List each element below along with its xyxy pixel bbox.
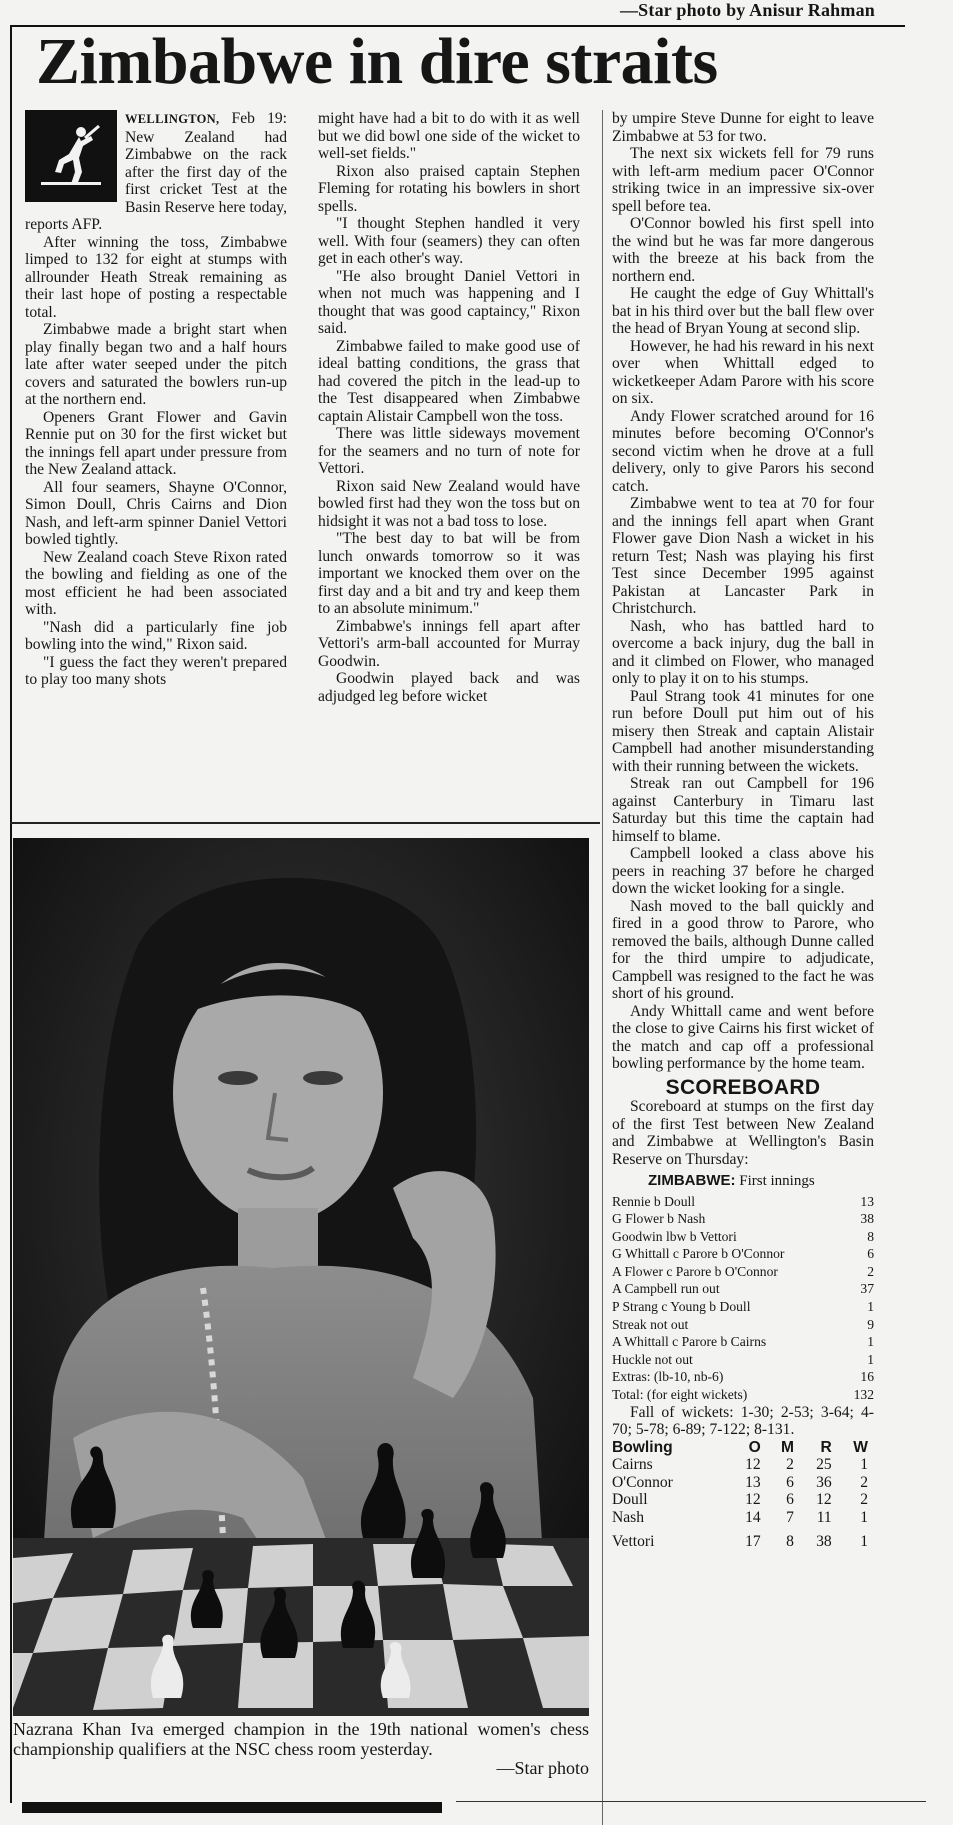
- maidens-header: M: [780, 1438, 794, 1456]
- batting-row: [612, 1316, 874, 1334]
- overs-cell: 14: [745, 1508, 761, 1526]
- bowler-name: Nash: [612, 1508, 645, 1526]
- paragraph: There was little sideways movement for the seamers and no turn of note for Vettori.: [318, 425, 580, 477]
- paragraph: After winning the toss, Zimbabwe limped to 132 for eight at stumps with allrounder Heath Streak remaining as their last hope of posting a respectable total.: [25, 233, 287, 321]
- overs-cell: 12: [745, 1456, 761, 1474]
- bowling-row: [612, 1509, 874, 1527]
- batsman-runs: 1: [867, 1334, 874, 1350]
- paragraph: "The best day to bat will be from lunch onwards tomorrow so it was important we knocked them over on the first day and a bit and try and keep them to an absolute minimum.": [318, 530, 580, 617]
- batting-row: [612, 1245, 874, 1263]
- bowling-row: [612, 1491, 874, 1509]
- runs-header: R: [820, 1438, 832, 1456]
- team-name: ZIMBABWE:: [648, 1172, 736, 1189]
- batsman-entry: G Whittall c Parore b O'Connor: [612, 1246, 785, 1262]
- batsman-entry: Total: (for eight wickets): [612, 1387, 748, 1403]
- batsman-entry: A Whittall c Parore b Cairns: [612, 1334, 767, 1350]
- batsman-runs: 2: [867, 1263, 874, 1279]
- bowler-name: Vettori: [612, 1533, 655, 1551]
- paragraph: "He also brought Daniel Vettori in when not much was happening and I thought that was good captaincy," Rixon said.: [318, 267, 580, 337]
- paragraph: Goodwin played back and was adjudged leg before wicket: [318, 670, 580, 705]
- paragraph: O'Connor bowled his first spell into the wind but he was far more dangerous with the breeze at his back from the northern end.: [612, 215, 874, 285]
- batsman-entry: Rennie b Doull: [612, 1193, 696, 1209]
- batsman-runs: 9: [867, 1316, 874, 1332]
- photo-credit-top: —Star photo by Anisur Rahman: [619, 0, 875, 20]
- batsman-runs: 38: [860, 1211, 874, 1227]
- paragraph: by umpire Steve Dunne for eight to leave Zimbabwe at 53 for two.: [612, 110, 874, 145]
- bowling-row: [612, 1526, 874, 1551]
- overs-cell: 17: [745, 1533, 761, 1551]
- batsman-entry: A Flower c Parore b O'Connor: [612, 1263, 778, 1279]
- maidens-cell: 6: [786, 1491, 794, 1509]
- paragraph: Zimbabwe made a bright start when play finally began two and a half hours late after water seeped under the pitch covers and saturated the bowlers run-up at the northern end.: [25, 321, 287, 408]
- left-border-rule: [10, 25, 12, 1803]
- paragraph: Zimbabwe went to tea at 70 for four and the innings fell apart when Grant Flower gave Dion Nash a wicket in his return Test; Nash was playing his first Test since December 1995 against Pakistan at Lancaster Park in Christchurch.: [612, 495, 874, 617]
- paragraph: Campbell looked a class above his peers in reaching 37 before he charged down the wicket looking for a single.: [612, 845, 874, 897]
- fall-of-wickets: Fall of wickets: 1-30; 2-53; 3-64; 4-70; 5-78; 6-89; 7-122; 8-131.: [612, 1403, 874, 1439]
- innings-label: First innings: [739, 1173, 815, 1189]
- bowling-table: [612, 1439, 874, 1551]
- bowling-row: [612, 1474, 874, 1492]
- bowler-name: O'Connor: [612, 1473, 673, 1491]
- section-rule: [10, 822, 600, 824]
- paragraph: Rixon also praised captain Stephen Fleming for rotating his bowlers in short spells.: [318, 162, 580, 215]
- batting-row: [612, 1351, 874, 1369]
- batting-row: [612, 1280, 874, 1298]
- maidens-cell: 7: [786, 1508, 794, 1526]
- caption-text: Nazrana Khan Iva emerged champion in the 19th national women's chess championship qualifiers at the NSC chess room yesterday.: [13, 1719, 589, 1759]
- column-divider: [602, 110, 603, 1825]
- paragraph: Zimbabwe's innings fell apart after Vettori's arm-ball accounted for Murray Goodwin.: [318, 617, 580, 670]
- overs-header: O: [748, 1438, 761, 1456]
- batsman-entry: G Flower b Nash: [612, 1211, 706, 1227]
- article-column-3: [612, 110, 874, 1551]
- bottom-clip-edge-right: [456, 1801, 926, 1814]
- maidens-cell: 8: [786, 1533, 794, 1551]
- paragraph: Rixon said New Zealand would have bowled first had they won the toss but on hidsight it was not a bad toss to lose.: [318, 477, 580, 530]
- dateline-city: WELLINGTON,: [125, 112, 220, 126]
- paragraph: However, he had his reward in his next over when Whittall edged to wicketkeeper Adam Parore with his score on six.: [612, 337, 874, 407]
- batsman-entry: Goodwin lbw b Vettori: [612, 1228, 737, 1244]
- paragraph: Streak ran out Campbell for 196 against Canterbury in Timaru last Saturday but this time the captain had himself to blame.: [612, 775, 874, 845]
- paragraph: Openers Grant Flower and Gavin Rennie put on 30 for the first wicket but the innings fell apart under pressure from the New Zealand attack.: [25, 408, 287, 478]
- lead-paragraph: Feb 19: New Zealand had Zimbabwe on the rack after the first day of the first cricket Test at the Basin Reserve here today, reports AFP.: [25, 110, 287, 233]
- maidens-cell: 6: [786, 1473, 794, 1491]
- wickets-cell: 1: [860, 1508, 868, 1526]
- bowler-name: Doull: [612, 1491, 648, 1509]
- scoreboard-heading: SCOREBOARD: [665, 1075, 821, 1099]
- batting-row: [612, 1386, 874, 1404]
- bottom-clip-edge: [22, 1802, 442, 1813]
- paragraph: Zimbabwe failed to make good use of ideal batting conditions, the grass that had covered the pitch in the lead-up to the Test disappeared when Zimbabwe captain Alistair Campbell won the toss.: [318, 337, 580, 425]
- batsman-entry: Streak not out: [612, 1316, 689, 1332]
- batting-row: [612, 1263, 874, 1281]
- batting-row: [612, 1210, 874, 1228]
- paragraph: Paul Strang took 41 minutes for one run before Doull put him out of his misery then Streak and captain Alistair Campbell had another misunderstanding with their running between the wickets.: [612, 687, 874, 775]
- wickets-cell: 2: [860, 1473, 868, 1491]
- paragraph: "Nash did a particularly fine job bowling into the wind," Rixon said.: [25, 618, 287, 653]
- batsman-entry: A Campbell run out: [612, 1281, 720, 1297]
- batting-row: [612, 1368, 874, 1386]
- maidens-cell: 2: [786, 1456, 794, 1474]
- paragraph: He caught the edge of Guy Whittall's bat in his third over but the ball flew over the head of Bryan Young at second slip.: [612, 285, 874, 337]
- batsman-runs: 16: [860, 1369, 874, 1385]
- runs-cell: 11: [816, 1508, 832, 1526]
- runs-cell: 25: [816, 1456, 832, 1474]
- cricket-player-icon: [25, 110, 117, 202]
- batsman-runs: 8: [867, 1228, 874, 1244]
- batsman-entry: Extras: (lb-10, nb-6): [612, 1369, 724, 1385]
- paragraph: New Zealand coach Steve Rixon rated the bowling and fielding as one of the most efficient he had been associated with.: [25, 548, 287, 618]
- paragraph: Andy Whittall came and went before the close to give Cairns his first wicket of the match and cap off a professional bowling performance by the home team.: [612, 1002, 874, 1072]
- wickets-cell: 2: [860, 1491, 868, 1509]
- scoreboard-intro: Scoreboard at stumps on the first day of the first Test between New Zealand and Zimbabwe at Wellington's Basin Reserve on Thursday:: [612, 1098, 874, 1168]
- overs-cell: 12: [745, 1491, 761, 1509]
- scoreboard: [612, 1075, 874, 1551]
- paragraph: Nash, who has battled hard to overcome a back injury, dug the ball in and it climbed on Flower, who managed only to play it on to his stumps.: [612, 617, 874, 687]
- caption-byline: —Star photo: [496, 1758, 589, 1778]
- article-column-1: [25, 110, 287, 689]
- batting-row: [612, 1298, 874, 1316]
- batting-row: [612, 1193, 874, 1211]
- wickets-cell: 1: [860, 1456, 868, 1474]
- bowler-name: Cairns: [612, 1456, 653, 1474]
- paragraph: The next six wickets fell for 79 runs with left-arm medium pacer O'Connor striking twice in an impressive six-over spell before tea.: [612, 145, 874, 215]
- batsman-runs: 1: [867, 1299, 874, 1315]
- bowling-header: Bowling: [612, 1438, 673, 1456]
- bowling-row: [612, 1456, 874, 1474]
- batsman-entry: P Strang c Young b Doull: [612, 1299, 751, 1315]
- batsman-runs: 132: [853, 1387, 874, 1403]
- article-column-2: [318, 110, 580, 705]
- runs-cell: 38: [816, 1533, 832, 1551]
- batting-list: [612, 1193, 874, 1404]
- photo-caption: [13, 1720, 589, 1779]
- batting-row: [612, 1228, 874, 1246]
- batting-row: [612, 1333, 874, 1351]
- overs-cell: 13: [745, 1473, 761, 1491]
- runs-cell: 12: [816, 1491, 832, 1509]
- batsman-runs: 13: [860, 1193, 874, 1209]
- paragraph: Andy Flower scratched around for 16 minutes before becoming O'Connor's second victim when he drove at a full delivery, only to give Parors his second catch.: [612, 407, 874, 495]
- wickets-cell: 1: [860, 1533, 868, 1551]
- headline: Zimbabwe in dire straits: [36, 25, 718, 98]
- batsman-runs: 37: [860, 1281, 874, 1297]
- wickets-header: W: [853, 1438, 868, 1456]
- paragraph: "I guess the fact they weren't prepared to play too many shots: [25, 653, 287, 688]
- paragraph: All four seamers, Shayne O'Connor, Simon Doull, Chris Cairns and Dion Nash, and left-arm spinner Daniel Vettori bowled tightly.: [25, 478, 287, 548]
- chess-player-photo: [13, 838, 589, 1716]
- paragraph: Nash moved to the ball quickly and fired in a good throw to Parore, who removed the bails, although Dunne called for the third umpire to adjudicate, Campbell was resigned to the fact he was short of his ground.: [612, 897, 874, 1002]
- paragraph: might have had a bit to do with it as well but we did bowl one side of the wicket to well-set fields.": [318, 110, 580, 162]
- innings-heading: [612, 1172, 874, 1191]
- bowling-header-row: [612, 1439, 874, 1457]
- batsman-runs: 6: [867, 1246, 874, 1262]
- runs-cell: 36: [816, 1473, 832, 1491]
- paragraph: "I thought Stephen handled it very well. With four (seamers) they can often get in each other's way.: [318, 215, 580, 267]
- batsman-entry: Huckle not out: [612, 1351, 693, 1367]
- batsman-runs: 1: [867, 1351, 874, 1367]
